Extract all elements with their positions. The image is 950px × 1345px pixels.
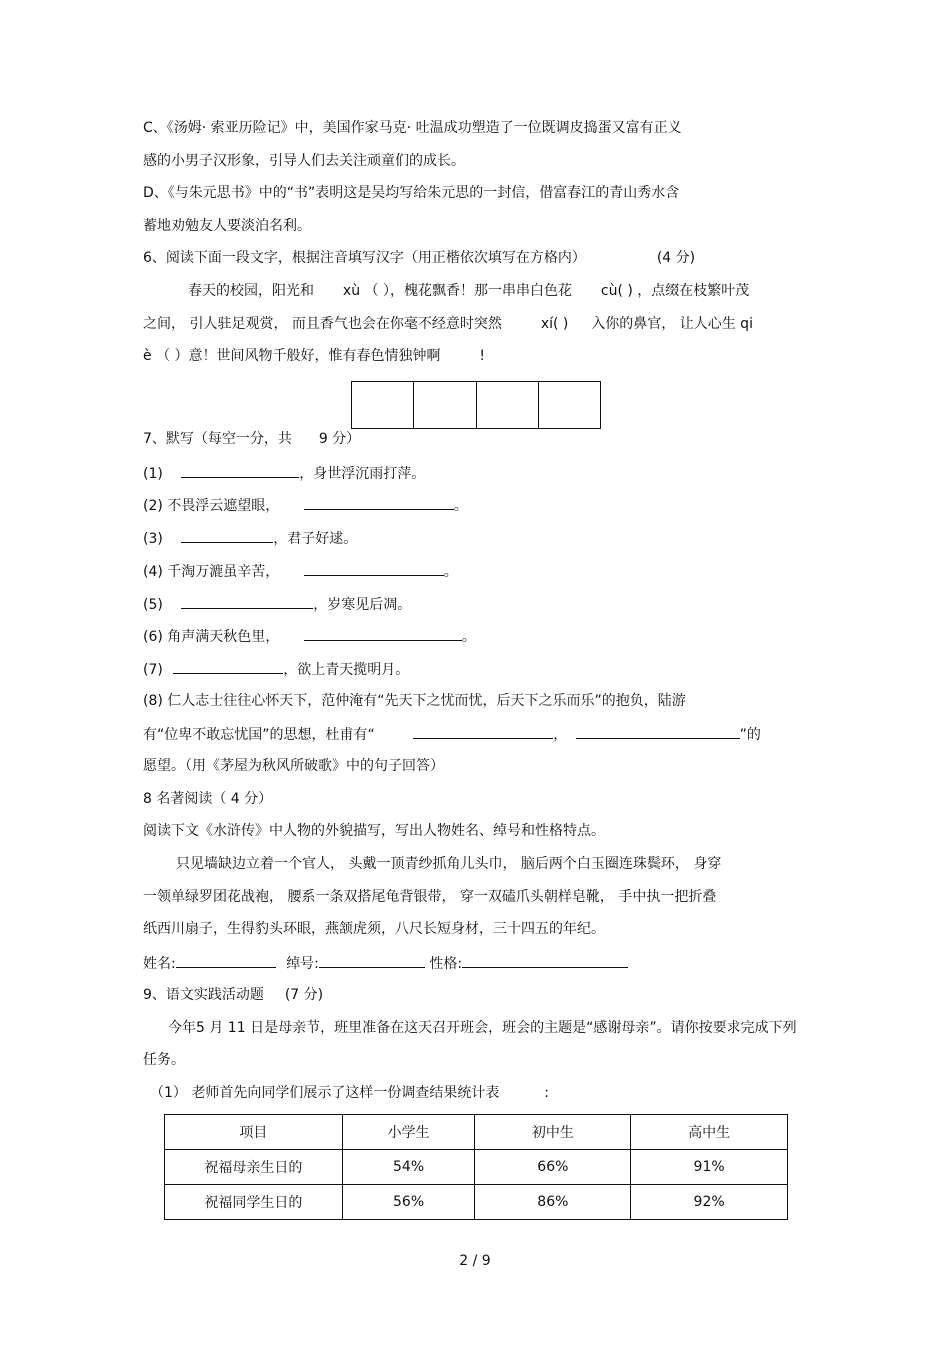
q7-item-6-num: (6)	[143, 629, 163, 645]
q7-item-4-before: 千淘万漉虽辛苦，	[167, 564, 280, 580]
q7-item-8-line1: (8) 仁人志士往往心怀天下，范仲淹有“先天下之忧而忧，后天下之乐而乐”的抱负，陆游	[143, 693, 686, 709]
option-d-line1: D、《与朱元思书》中的“书”表明这是吴均写给朱元思的一封信，借富春江的青山秀水含	[143, 185, 680, 201]
character-blank[interactable]	[462, 953, 628, 968]
q7-item-5	[143, 594, 411, 614]
q6-p1b: xù （ ），槐花飘香！那一串串白色花	[342, 283, 572, 299]
q7-item-8-line3: 愿望。（用《茅屋为秋风所破歌》中的句子回答）	[143, 758, 444, 774]
q8-passage-line2: 一领单绿罗团花战袍， 腰系一条双搭尾龟背银带， 穿一双磕爪头朝样皂靴， 手中执一把折叠	[143, 889, 717, 905]
q9-title	[143, 986, 323, 1004]
q7-item-7-after: ，欲上青天揽明月。	[283, 662, 410, 678]
table-header-cell: 小学生	[342, 1115, 475, 1150]
q7-item-8-text: 有“位卑不敢忘忧国”的思想，杜甫有“	[143, 727, 375, 743]
table-cell: 86%	[475, 1185, 631, 1220]
survey-table	[164, 1114, 788, 1220]
q7-item-2-after: 。	[453, 498, 468, 514]
q6-p1c: cù( ) ，点缀在枝繁叶茂	[600, 283, 750, 299]
q6-title	[143, 249, 695, 267]
q7-item-3-after: ，君子好逑。	[273, 531, 358, 547]
q7-item-6-after: 。	[461, 629, 476, 645]
q9-para-line2: 任务。	[143, 1052, 185, 1068]
q7-title-text: 7、默写（每空一分，共	[143, 431, 292, 447]
q7-item-1-blank[interactable]	[181, 463, 299, 478]
nickname-label: 绰号:	[286, 956, 319, 972]
q9-para-line1: 今年5 月 11 日是母亲节，班里准备在这天召开班会，班会的主题是“感谢母亲”。请你按要求完成下列	[168, 1020, 797, 1036]
q8-instruction: 阅读下文《水浒传》中人物的外貌描写，写出人物姓名、绰号和性格特点。	[143, 823, 605, 839]
q7-item-4-blank[interactable]	[304, 561, 444, 576]
q7-item-3	[143, 528, 357, 548]
answer-box-4[interactable]	[539, 382, 600, 428]
q6-p2c: 入你的鼻官， 让人心生 qi	[591, 316, 753, 332]
q7-item-2	[143, 495, 468, 515]
answer-box-1[interactable]	[352, 382, 414, 428]
q9-score: (7 分)	[284, 987, 324, 1003]
q6-title-text: 6、阅读下面一段文字，根据注音填写汉字（用正楷依次填写在方格内）	[143, 250, 586, 266]
q7-item-3-blank[interactable]	[181, 528, 273, 543]
page-number: 2 / 9	[459, 1253, 491, 1269]
q7-item-2-num: (2)	[143, 498, 163, 514]
table-row	[165, 1150, 788, 1185]
q7-item-8-line2	[143, 724, 761, 744]
q7-item-7	[143, 659, 409, 679]
q7-item-2-blank[interactable]	[304, 495, 454, 510]
q7-item-6	[143, 626, 476, 646]
q7-item-1-after: ，身世浮沉雨打萍。	[299, 466, 426, 482]
name-blank[interactable]	[176, 953, 276, 968]
name-label: 姓名:	[143, 956, 176, 972]
table-header-row	[165, 1115, 788, 1150]
table-cell: 祝福同学生日的	[165, 1185, 343, 1220]
table-header-cell: 初中生	[475, 1115, 631, 1150]
q7-item-8-end: ”的	[739, 727, 761, 743]
q8-answer-line	[143, 953, 628, 973]
q9-sub1-end: :	[544, 1085, 549, 1101]
answer-boxes	[351, 381, 601, 429]
q8-passage-line1: 只见墙缺边立着一个官人， 头戴一顶青纱抓角儿头巾， 脑后两个白玉圈连珠鬓环， 身穿	[176, 856, 722, 872]
q7-item-4	[143, 561, 458, 581]
option-d-line2: 蓄地劝勉友人要淡泊名利。	[143, 218, 311, 234]
q6-para-line1	[188, 282, 749, 300]
table-header-cell: 高中生	[631, 1115, 788, 1150]
q7-item-4-num: (4)	[143, 564, 163, 580]
q9-title-text: 9、语文实践活动题	[143, 987, 264, 1003]
q7-item-3-num: (3)	[143, 531, 163, 547]
q6-score: (4 分)	[656, 250, 696, 266]
q7-item-8-blank-2[interactable]	[576, 724, 740, 739]
q7-item-4-after: 。	[443, 564, 458, 580]
option-c-line2: 感的小男子汉形象，引导人们去关注顽童们的成长。	[143, 153, 465, 169]
q7-score: 9 分）	[318, 431, 361, 447]
q8-passage-line3: 纸西川扇子，生得豹头环眼，燕颔虎须，八尺长短身材，三十四五的年纪。	[143, 921, 605, 937]
table-cell: 54%	[342, 1150, 475, 1185]
table-header-cell: 项目	[165, 1115, 343, 1150]
q6-p3: è （ ）意！世间风物千般好，惟有春色情独钟啊	[143, 348, 441, 364]
q6-p2a: 之间， 引人驻足观赏， 而且香气也会在你毫不经意时突然	[143, 316, 502, 332]
q9-sub1-text: （1） 老师首先向同学们展示了这样一份调查结果统计表	[150, 1085, 500, 1101]
q7-item-8-blank-1[interactable]	[413, 724, 553, 739]
q6-p3-end: !	[479, 348, 486, 364]
table-cell: 66%	[475, 1150, 631, 1185]
q8-title: 8 名著阅读（ 4 分）	[143, 791, 273, 807]
q6-para-line3	[143, 347, 485, 365]
q7-item-7-blank[interactable]	[173, 659, 283, 674]
q6-para-line2	[143, 315, 753, 333]
answer-box-2[interactable]	[414, 382, 476, 428]
q7-item-5-blank[interactable]	[181, 594, 313, 609]
q7-item-5-num: (5)	[143, 597, 163, 613]
answer-box-3[interactable]	[477, 382, 539, 428]
q6-p1a: 春天的校园，阳光和	[188, 283, 314, 299]
table-cell: 91%	[631, 1150, 788, 1185]
character-label: 性格:	[429, 956, 463, 972]
q7-item-6-blank[interactable]	[304, 626, 462, 641]
q9-sub1	[150, 1084, 549, 1102]
q7-item-7-num: (7)	[143, 662, 163, 678]
q6-p2b: xí( )	[540, 316, 569, 332]
table-cell: 92%	[631, 1185, 788, 1220]
q7-item-1	[143, 463, 425, 483]
q7-item-1-num: (1)	[143, 466, 163, 482]
q7-item-6-before: 角声满天秋色里，	[167, 629, 280, 645]
option-c-line1: C、《汤姆· 索亚历险记》中，美国作家马克· 吐温成功塑造了一位既调皮捣蛋又富有正义	[143, 120, 682, 136]
table-cell: 祝福母亲生日的	[165, 1150, 343, 1185]
table-cell: 56%	[342, 1185, 475, 1220]
q7-title	[143, 430, 360, 448]
q7-item-5-after: ，岁寒见后凋。	[313, 597, 412, 613]
table-row	[165, 1185, 788, 1220]
q7-item-2-before: 不畏浮云遮望眼，	[167, 498, 280, 514]
q7-item-8-comma: ，	[553, 727, 568, 743]
nickname-blank[interactable]	[319, 953, 425, 968]
